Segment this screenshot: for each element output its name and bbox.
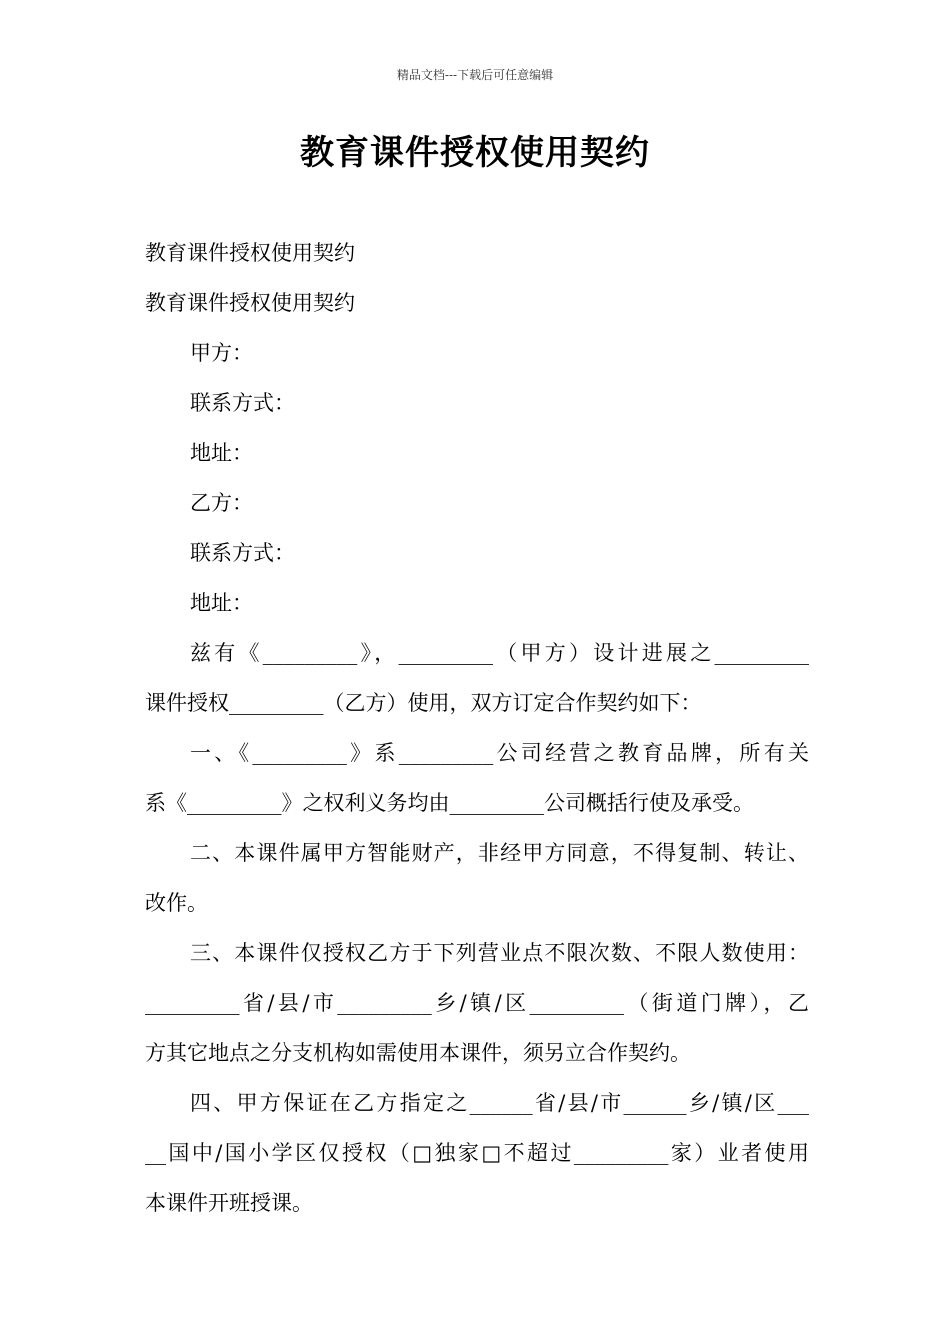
clause-4-line-3: 本课件开班授课。 [145,1191,313,1215]
clause-3-line-2: _________省/县/市_________乡/镇/区_________（街道门牌），乙 [145,991,809,1015]
clause-4-line-2: __国中/国小学区仅授权（□独家□不超过_________家）业者使用 [145,1141,809,1165]
preamble-line-1: 兹有《_________》，_________（甲方）设计进展之_________ [190,641,809,665]
body-line-subtitle-repeat: 教育课件授权使用契约 [145,291,355,315]
clause-2-line-1: 二、本课件属甲方智能财产，非经甲方同意，不得复制、转让、 [190,841,809,865]
party-b-address-label: 地址： [190,591,253,615]
document-title: 教育课件授权使用契约 [300,133,650,173]
clause-4-line-1: 四、甲方保证在乙方指定之______省/县/市______乡/镇/区___ [190,1091,809,1115]
clause-3-line-3: 方其它地点之分支机构如需使用本课件，须另立合作契约。 [145,1041,691,1065]
header-note: 精品文档---下载后可任意编辑 [396,68,554,82]
clause-3-line-1: 三、本课件仅授权乙方于下列营业点不限次数、不限人数使用： [190,941,809,965]
party-a-address-label: 地址： [190,441,253,465]
clause-1-line-1: 一、《_________》系_________公司经营之教育品牌，所有关 [190,741,809,765]
clause-2-line-2: 改作。 [145,891,208,915]
clause-1-line-2: 系《_________》之权利义务均由_________公司概括行使及承受。 [145,791,754,815]
document-body [145,228,809,1228]
party-b-contact-label: 联系方式： [190,541,295,565]
party-b-label: 乙方： [190,491,253,515]
party-a-contact-label: 联系方式： [190,391,295,415]
preamble-line-2: 课件授权_________（乙方）使用，双方订定合作契约如下： [145,691,702,715]
party-a-label: 甲方： [190,341,253,365]
body-line-subtitle: 教育课件授权使用契约 [145,241,355,265]
